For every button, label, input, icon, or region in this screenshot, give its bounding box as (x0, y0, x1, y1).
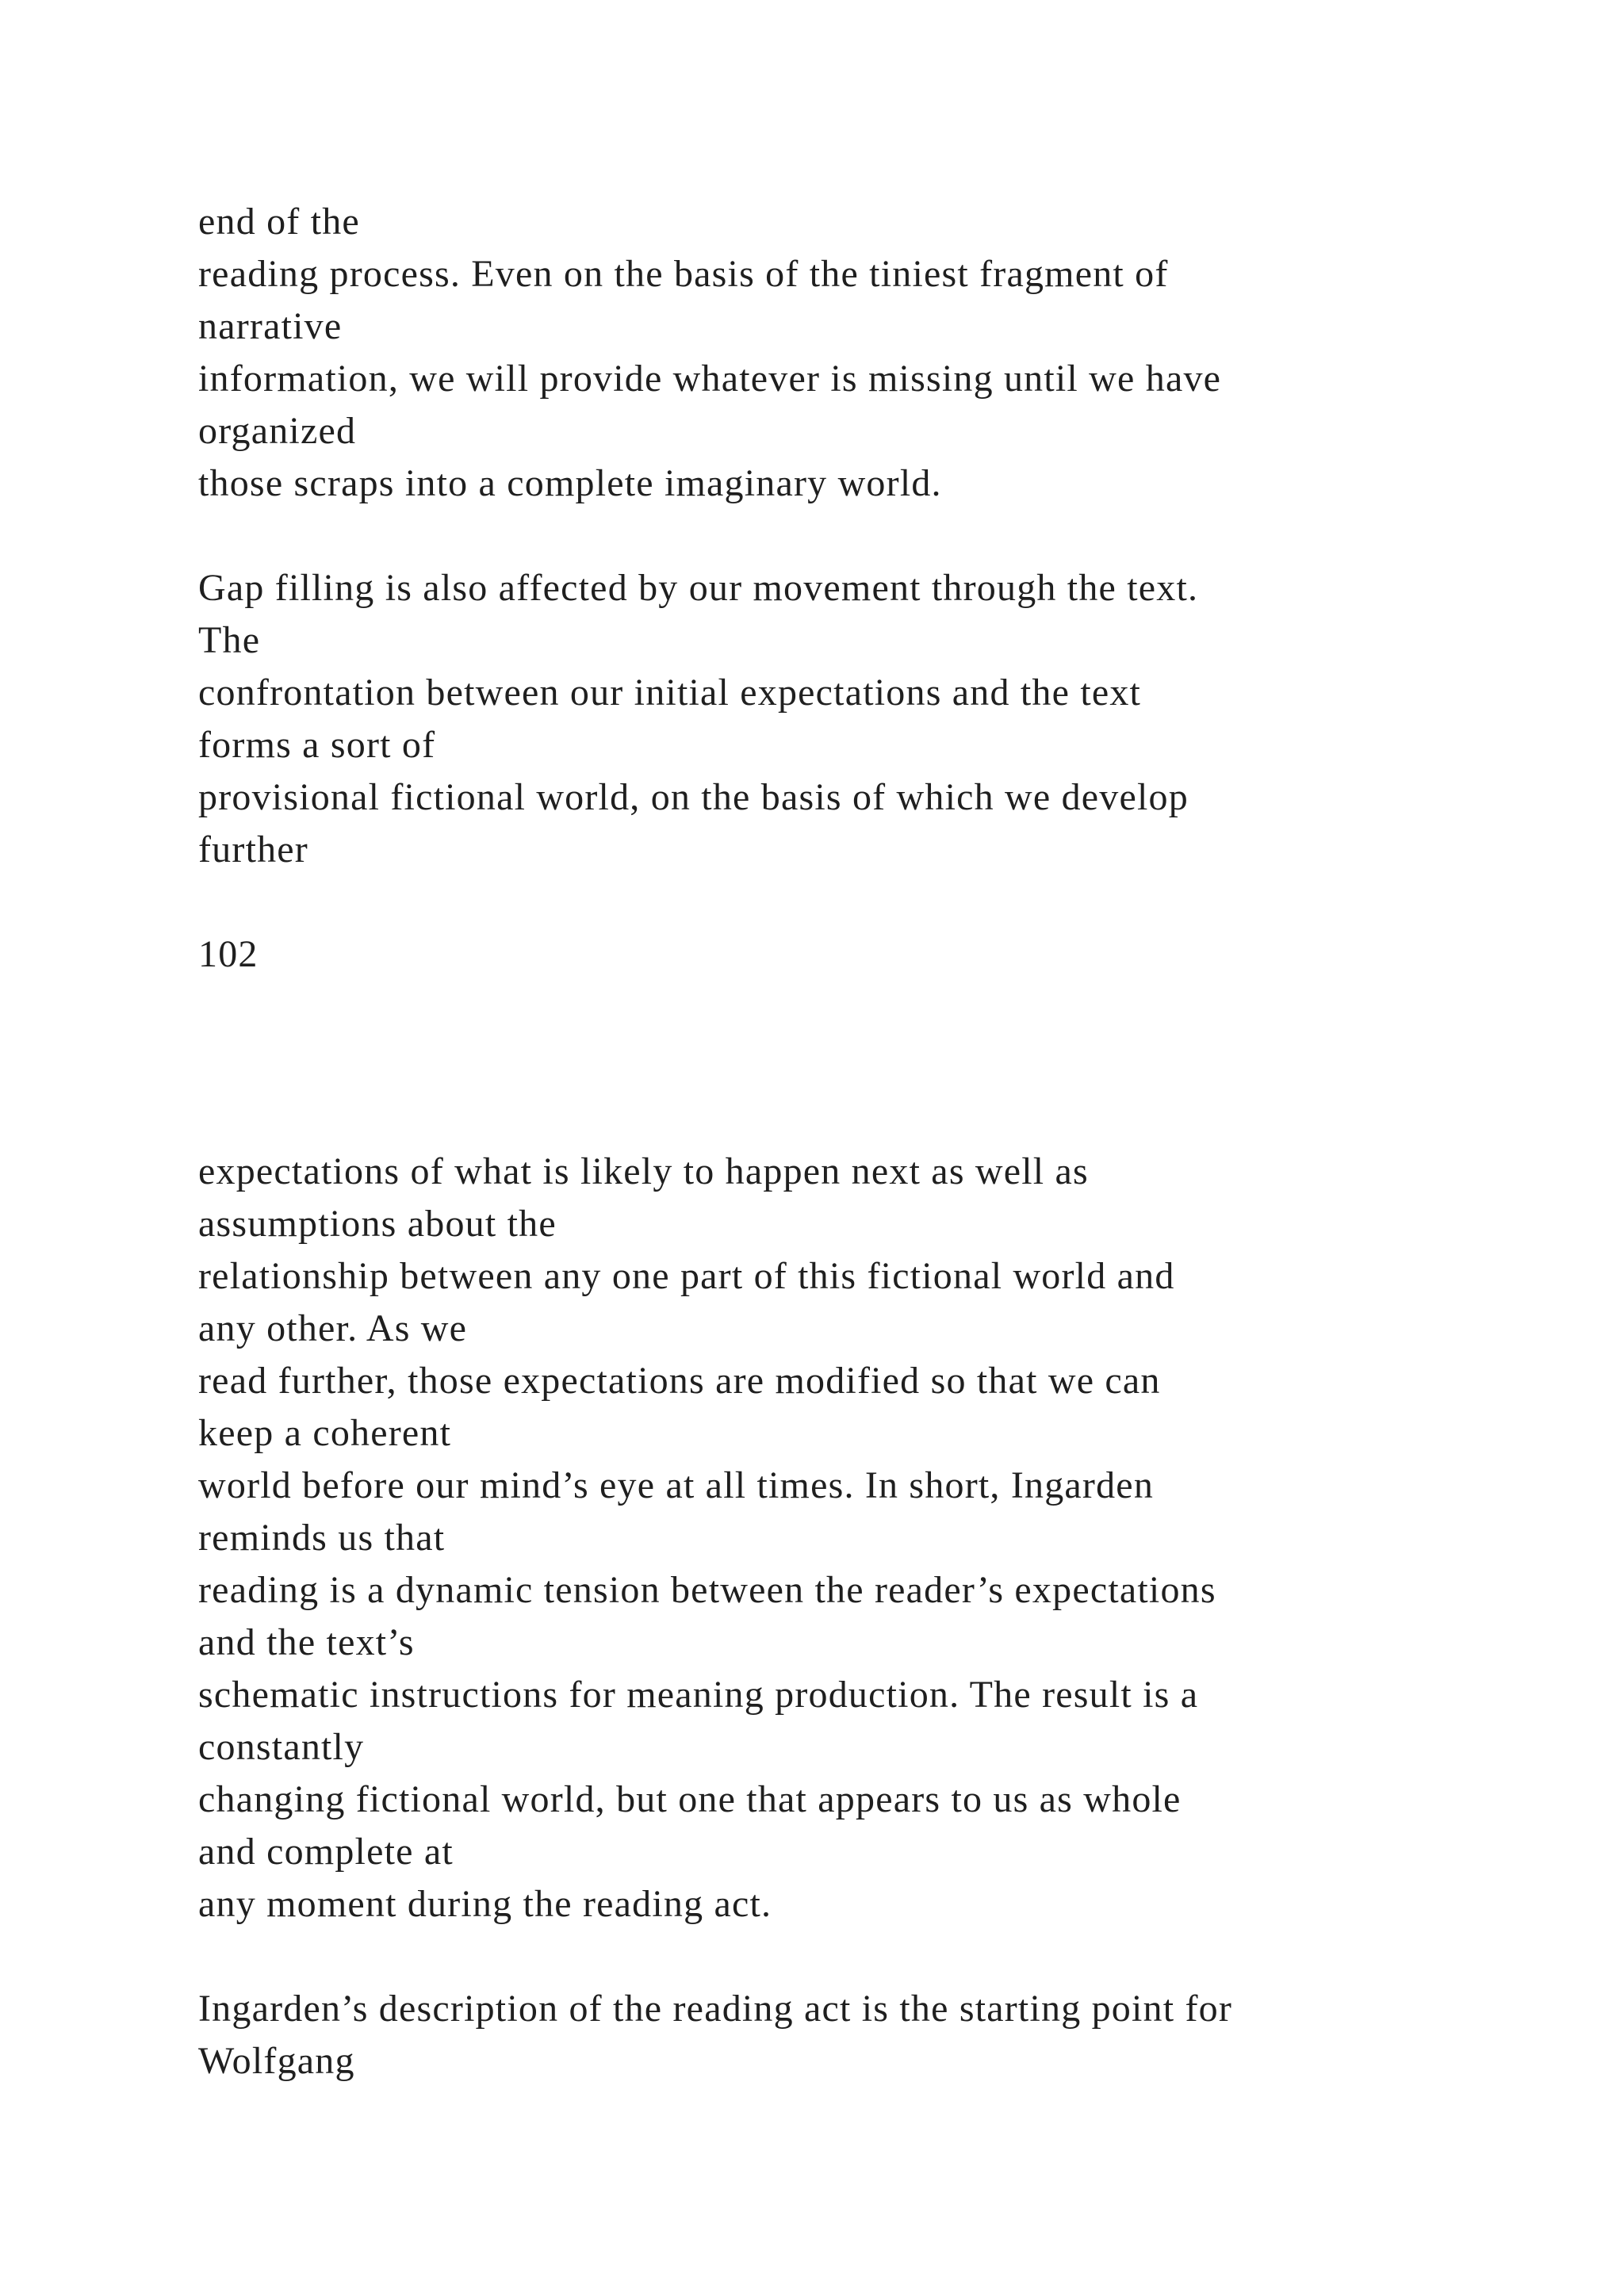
text-block-upper: end of the reading process. Even on the basis of the tiniest fragment of narrative information, we will provide whatever is missing until we have organized those scraps into a complete imaginary world. Gap filling is also affected by our movement through the text. The confrontation between our initial expectations and the text forms a sort of provisional fictional world, on the basis of which we develop further 102 (198, 201, 1222, 975)
text-block-lower: expectations of what is likely to happen next as well as assumptions about the relationship between any one part of this fictional world and any other. As we read further, those expectations are modified so that we can keep a coherent world before our mind’s eye at all times. In short, Ingarden reminds us that reading is a dynamic tension between the reader’s expectations and the text’s schematic instructions for meaning production. The result is a constantly changing fictional world, but one that appears to us as whole and complete at any moment during the reading act. Ingarden’s description of the reading act is the starting point for Wolfgang (198, 1150, 1233, 2082)
